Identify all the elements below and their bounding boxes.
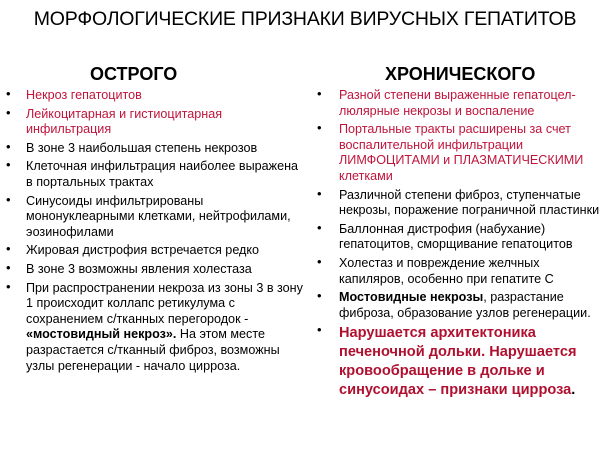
bridging-necrosis-term: Мостовидные некрозы <box>339 290 484 305</box>
list-item: • В зоне 3 наибольшая степень некрозов <box>6 138 258 155</box>
list-item: • Различной степени фиброз, ступенчатые некрозы, поражение пограничной пластинки <box>317 185 600 218</box>
list-item: • Разной степени выраженные гепатоцел-люлярные некрозы и воспаление <box>317 86 576 118</box>
list-item: • В зоне 3 возможны явления холестаза <box>6 259 252 276</box>
cirrosis-summary: Нарушается архитектоника печеночной дольки. Нарушается кровообращение в дольке и синусоидах – признаки цирроза <box>339 325 577 399</box>
list-item: • Лейкоцитарная и гистиоцитарная инфильтрация <box>6 104 223 137</box>
bullet-icon: • <box>317 86 322 101</box>
bullet-icon: • <box>6 191 11 207</box>
bullet-icon: • <box>6 104 11 120</box>
list-item: • Холестаз и повреждение желчных капиляров, особенно при гепатите С <box>317 253 554 286</box>
bullet-icon: • <box>6 157 11 173</box>
list-item: • Баллонная дистрофия (набухание) гепатоцитов, сморщивание гепатоцитов <box>317 219 573 252</box>
list-item: • Мостовидные некрозы, разрастание фиброза, образование узлов регенерации. <box>317 288 591 320</box>
bullet-icon: • <box>6 86 11 101</box>
list-item: • Портальные тракты расширены за счет воспалительной инфильтрации ЛИМФОЦИТАМИ и ПЛАЗМАТИЧЕСКИМИ клетками <box>317 120 584 183</box>
bullet-icon: • <box>317 288 322 304</box>
bullet-icon: • <box>317 219 322 235</box>
list-item: • Синусоиды инфильтрированы мононуклеарными клетками, нейтрофилами, эозинофилами <box>6 191 291 239</box>
bullet-icon: • <box>6 241 11 257</box>
acute-heading: ОСТРОГО <box>90 64 178 84</box>
bullet-icon: • <box>317 120 322 136</box>
list-item: • Некроз гепатоцитов <box>6 86 142 102</box>
bridging-necrosis-term: «мостовидный некроз». <box>26 327 177 342</box>
page-title: МОРФОЛОГИЧЕСКИЕ ПРИЗНАКИ ВИРУСНЫХ ГЕПАТИТОВ <box>33 8 577 30</box>
bullet-icon: • <box>317 253 322 269</box>
bullet-icon: • <box>6 259 11 275</box>
bullet-icon: • <box>6 278 11 294</box>
list-item: • Жировая дистрофия встречается редко <box>6 241 260 258</box>
list-item: • Нарушается архитектоника печеночной дольки. Нарушается кровообращение в дольке и синусоидах – признаки цирроза. <box>317 322 577 399</box>
list-item: • Клеточная инфильтрация наиболее выражена в портальных трактах <box>6 157 299 189</box>
bullet-icon: • <box>6 138 11 154</box>
acute-list <box>6 88 306 377</box>
list-item: • При распространении некроза из зоны 3 в зону 1 происходит коллапс ретикулума с сохранением с/тканных перегородок - «мостовидный некроз». На этом месте разрастается с/тканный фиброз, возможны узлы регенерации - начало цирроза. <box>6 278 303 373</box>
bullet-icon: • <box>317 185 322 201</box>
chronic-list <box>317 88 607 403</box>
bullet-icon: • <box>317 322 322 338</box>
chronic-heading: ХРОНИЧЕСКОГО <box>385 64 536 84</box>
